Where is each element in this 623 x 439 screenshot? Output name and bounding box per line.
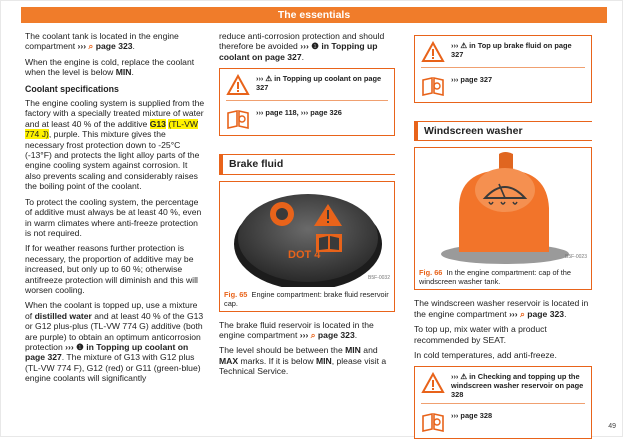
- section-header: The essentials: [21, 7, 607, 23]
- topping-up-link[interactable]: in Topping up coolant on page 327: [219, 41, 378, 62]
- warning-triangle-icon: [421, 41, 445, 63]
- figure-65-caption: Fig. 65 Engine compartment: brake fluid reservoir cap.: [219, 287, 395, 312]
- brake-fluid-cap-illustration: [220, 182, 395, 287]
- warning-triangle-icon: [226, 74, 250, 96]
- note-link[interactable]: ››› page 328: [451, 411, 493, 421]
- divider: [421, 67, 585, 68]
- brake-warning-box: [414, 35, 592, 103]
- note-book-icon: [226, 108, 250, 130]
- info-icon: ❶: [311, 41, 319, 52]
- dot4-label: DOT 4: [288, 248, 321, 261]
- figure-id: B5F-0023: [565, 254, 587, 260]
- note-link[interactable]: ››› page 327: [451, 75, 493, 84]
- column-2: [219, 31, 395, 382]
- brake-level-paragraph: The level should be between the MIN and MAX marks. If it is below MIN, please visit a Technical Service.: [219, 345, 387, 377]
- topping-up-link[interactable]: in Topping up coolant on page 327: [25, 341, 189, 363]
- washer-topup-paragraph: To top up, mix water with a product recommended by SEAT.: [414, 324, 547, 345]
- warning-link[interactable]: ››› ⚠ in Top up brake fluid on page 327: [451, 41, 572, 59]
- topping-up-paragraph: When the coolant is topped up, use a mixture of distilled water and at least 40 % of the G13 or G12 plus-plus (TL-VW 774 G) additive (both are purple) to obtain an optimum anticorrosion protection ››› ❶ in Topping up coolant on page 327. The mixture of G13 with G12 plus (TL-VW 774 F), G12 (red) or G11 (green-blue) engine coolants will significantly: [25, 300, 204, 384]
- page-number: 49: [608, 423, 616, 430]
- column-1: [25, 31, 205, 389]
- page-link[interactable]: page 323: [524, 308, 565, 319]
- weather-protection-paragraph: If for weather reasons further protection is necessary, the proportion of additive may be increased, but only up to 60 %; otherwise antifreeze protection will diminish and this will worsen cooling.: [25, 243, 198, 295]
- column-3: [414, 35, 592, 439]
- figure-66-caption: Fig. 66 In the engine compartment: cap of the windscreen washer tank.: [414, 265, 592, 290]
- page-link[interactable]: page 323: [93, 41, 133, 52]
- book-icon: ⌕: [310, 330, 316, 341]
- washer-antifreeze-paragraph: In cold temperatures, add anti-freeze.: [414, 350, 557, 361]
- note-link[interactable]: ››› page 118, ››› page 326: [256, 108, 342, 118]
- divider: [226, 100, 388, 101]
- divider: [421, 403, 585, 404]
- anticorrosion-paragraph: reduce anti-corrosion protection and should therefore be avoided ››› ❶ in Topping up coolant on page 327.: [219, 31, 385, 62]
- figure-id: B5F-0032: [368, 275, 390, 282]
- tl-spec-highlight: (TL-VW 774 J): [25, 118, 198, 140]
- note-book-icon: [421, 75, 445, 97]
- g13-highlight: G13: [149, 118, 166, 129]
- figure-65: [219, 181, 395, 287]
- page-link[interactable]: page 323: [315, 330, 355, 341]
- book-icon: ⌕: [88, 41, 94, 52]
- info-icon: ❶: [76, 341, 84, 352]
- warning-link[interactable]: ››› ⚠ in Topping up coolant on page 327: [256, 74, 382, 93]
- coolant-warning-box: [219, 68, 395, 136]
- figure-66: [414, 147, 592, 265]
- note-book-icon: [421, 411, 445, 433]
- book-icon: ⌕: [520, 308, 525, 319]
- brake-fluid-heading: Brake fluid: [219, 154, 395, 174]
- washer-warning-box: [414, 366, 592, 439]
- washer-cap-illustration: [415, 148, 592, 265]
- warning-triangle-icon: [421, 372, 445, 394]
- brake-location-paragraph: The brake fluid reservoir is located in the engine compartment ››› ⌕ page 323.: [219, 319, 374, 341]
- windscreen-washer-heading: Windscreen washer: [414, 121, 592, 141]
- coolant-location-paragraph: The coolant tank is located in the engine compartment ››› ⌕ page 323.: [25, 31, 179, 52]
- coolant-replace-paragraph: When the engine is cold, replace the coolant when the level is below MIN.: [25, 56, 195, 78]
- warning-link[interactable]: ››› ⚠ in Checking and topping up the windscreen washer reservoir on page 328: [451, 372, 584, 400]
- coolant-specs-heading: Coolant specifications: [25, 83, 119, 94]
- washer-location-paragraph: The windscreen washer reservoir is located in the engine compartment ››› ⌕ page 323.: [414, 298, 589, 319]
- coolant-specs-paragraph: The engine cooling system is supplied from the factory with a specially treated mixture of water and at least 40 % of the additive G13 (TL-VW 774 J), purple. This mixture gives the necessary frost protection down to -25°C (-13°F) and protects the light alloy parts of the engine cooling system against corrosion. It also prevents scaling and considerably raises the boiling point of the coolant.: [25, 98, 205, 192]
- additive-percentage-paragraph: To protect the cooling system, the percentage of additive must always be at least 40 %, even in warm climates where anti-freeze protection is not required.: [25, 196, 202, 238]
